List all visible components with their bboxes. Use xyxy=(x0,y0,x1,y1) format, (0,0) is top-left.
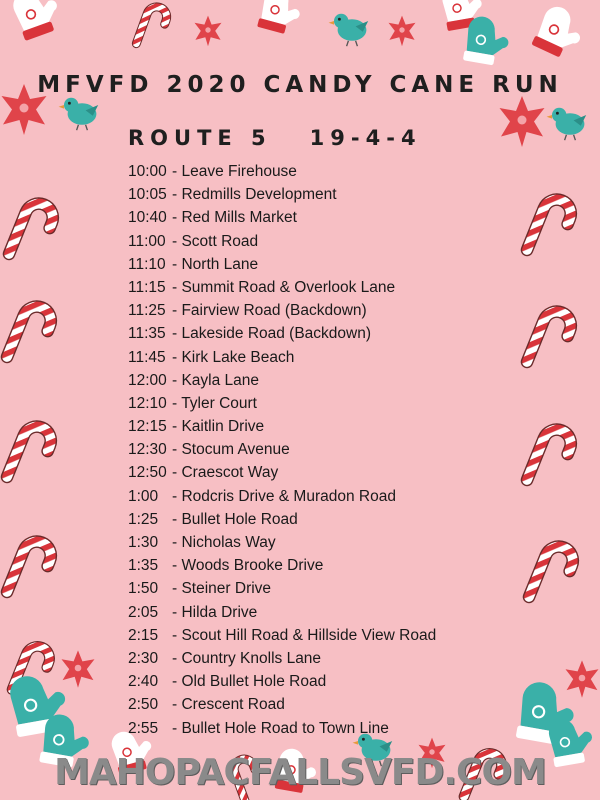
stop-time: 2:40 xyxy=(128,673,159,691)
schedule-row xyxy=(128,531,436,554)
stop-name: - Bullet Hole Road xyxy=(172,510,298,528)
schedule-row xyxy=(128,624,436,647)
stop-name: - Summit Road & Overlook Lane xyxy=(172,278,396,296)
stop-name: - Kaitlin Drive xyxy=(172,418,265,436)
schedule-row xyxy=(128,693,436,716)
stop-name: - North Lane xyxy=(172,255,259,273)
stop-name: - Woods Brooke Drive xyxy=(172,557,324,575)
star-icon xyxy=(62,650,95,687)
schedule-row xyxy=(128,438,436,461)
poster-title: MFVFD 2020 CANDY CANE RUN xyxy=(37,72,563,98)
schedule-row xyxy=(128,230,436,253)
stop-time: 11:25 xyxy=(128,302,166,320)
stop-time: 11:15 xyxy=(128,278,166,296)
star-icon xyxy=(500,96,545,147)
candy-cane-icon xyxy=(527,425,575,490)
schedule-row xyxy=(128,346,436,369)
schedule-row xyxy=(128,206,436,229)
stop-name: - Kirk Lake Beach xyxy=(172,348,295,366)
schedule-row xyxy=(128,601,436,624)
schedule-row xyxy=(128,253,436,276)
stop-time: 12:50 xyxy=(128,464,167,482)
schedule-row xyxy=(128,160,436,183)
stop-time: 10:05 xyxy=(128,186,167,204)
stop-time: 1:35 xyxy=(128,557,159,575)
bird-icon xyxy=(547,108,587,140)
candy-cane-icon xyxy=(9,199,57,264)
stop-name: - Crescent Road xyxy=(172,696,285,714)
star-icon xyxy=(389,16,416,47)
candy-cane-icon xyxy=(7,537,55,602)
stop-name: - Old Bullet Hole Road xyxy=(172,673,327,691)
schedule-row xyxy=(128,485,436,508)
stop-time: 1:50 xyxy=(128,580,159,598)
stop-time: 1:30 xyxy=(128,534,159,551)
stop-time: 12:00 xyxy=(128,371,167,389)
stop-name: - Nicholas Way xyxy=(172,534,276,551)
schedule-row xyxy=(128,183,436,206)
candy-cane-icon xyxy=(527,307,575,372)
schedule-row xyxy=(128,369,436,392)
mitten-icon xyxy=(531,3,589,63)
stop-name: - Redmills Development xyxy=(172,186,337,204)
stop-time: 1:25 xyxy=(128,510,159,528)
candy-cane-icon xyxy=(7,422,55,487)
route-heading xyxy=(128,126,422,150)
stop-time: 12:30 xyxy=(128,441,167,459)
stop-time: 11:45 xyxy=(128,348,166,366)
stop-time: 2:55 xyxy=(128,719,159,737)
stop-time: 2:30 xyxy=(128,649,159,667)
schedule-row xyxy=(128,670,436,693)
stop-name: - Stocum Avenue xyxy=(172,441,290,459)
candy-cane-icon xyxy=(136,4,169,50)
bird-icon xyxy=(329,14,369,46)
stop-time: 11:10 xyxy=(128,255,166,273)
stop-time: 10:00 xyxy=(128,163,167,180)
star-icon xyxy=(195,16,222,47)
candy-cane-icon xyxy=(7,302,55,367)
stop-name: - Kayla Lane xyxy=(172,371,260,389)
schedule-row xyxy=(128,508,436,531)
star-icon xyxy=(566,660,599,697)
schedule-row xyxy=(128,299,436,322)
schedule-row xyxy=(128,461,436,484)
route-code: 19-4-4 xyxy=(309,126,422,150)
schedule-row xyxy=(128,415,436,438)
stop-name: - Leave Firehouse xyxy=(172,163,297,180)
schedule-row xyxy=(128,322,436,345)
website-footer: MAHOPACFALLSVFD.COM xyxy=(54,752,546,793)
schedule-row xyxy=(128,647,436,670)
mitten-icon xyxy=(257,0,305,37)
stop-time: 11:35 xyxy=(128,325,166,343)
schedule-row xyxy=(128,577,436,600)
stop-name: - Red Mills Market xyxy=(172,209,297,227)
candy-cane-icon xyxy=(529,542,577,607)
bird-icon xyxy=(59,98,99,130)
stop-name: - Scott Road xyxy=(172,232,259,250)
stop-time: 1:00 xyxy=(128,487,159,505)
route-label: ROUTE 5 xyxy=(128,126,272,150)
mitten-icon xyxy=(10,0,65,41)
schedule-list xyxy=(128,160,436,740)
stop-time: 12:15 xyxy=(128,418,167,436)
stop-name: - Craescot Way xyxy=(172,464,279,482)
candy-cane-icon xyxy=(527,195,575,260)
stop-name: - Tyler Court xyxy=(172,394,257,412)
stop-name: - Country Knolls Lane xyxy=(172,649,322,667)
schedule-row xyxy=(128,554,436,577)
schedule-row xyxy=(128,392,436,415)
stop-name: - Lakeside Road (Backdown) xyxy=(172,325,372,343)
stop-time: 2:15 xyxy=(128,626,159,644)
stop-name: - Bullet Hole Road to Town Line xyxy=(172,719,389,737)
stop-time: 12:10 xyxy=(128,394,167,412)
schedule-row xyxy=(128,717,436,740)
stop-time: 10:40 xyxy=(128,209,167,227)
schedule-row xyxy=(128,276,436,299)
stop-name: - Hilda Drive xyxy=(172,603,258,621)
stop-name: - Scout Hill Road & Hillside View Road xyxy=(172,626,437,644)
stop-name: - Rodcris Drive & Muradon Road xyxy=(172,487,396,505)
stop-name: - Steiner Drive xyxy=(172,580,272,598)
stop-time: 11:00 xyxy=(128,232,166,250)
stop-name: - Fairview Road (Backdown) xyxy=(172,302,367,320)
stop-time: 2:50 xyxy=(128,696,159,714)
stop-time: 2:05 xyxy=(128,603,159,621)
